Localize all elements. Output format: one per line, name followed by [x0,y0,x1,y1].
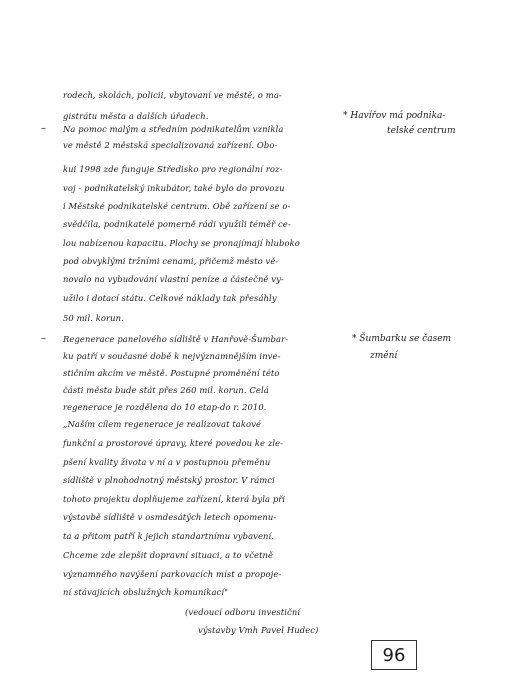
text-line: výstavbě sídliště v osmdesátých letech opomenu- [63,512,277,522]
attribution-line: (vedoucí odboru investiční [185,607,301,617]
text-line: Na pomoc malým a středním podnikatelům vznikla [63,124,284,134]
text-line: lou nabízenou kapacitu. Plochy se pronajímají hluboko [63,238,300,248]
text-line: ve městě 2 městská specializovaná zařízení. Obo- [63,140,278,150]
text-line: Chceme zde zlepšit dopravní situaci, a to včetně [63,550,274,560]
text-line: „Naším cílem regenerace je realizovat takové [63,419,262,429]
text-line: i Městské podnikatelské centrum. Obě zařízení se o- [63,201,291,211]
text-line: kui 1998 zde funguje Středisko pro regionální roz- [63,164,283,174]
text-line: novalo na vybudování vlastní peníze a částečně vy- [63,274,284,284]
text-line: Regenerace panelového sídliště v Hanřově-Šumbar- [63,334,289,344]
text-line: části města bude stát přes 260 mil. korun. Celá [63,385,269,395]
text-line: ní stávajících obslužných komunikací" [63,587,229,597]
margin-note: změní [370,351,398,361]
text-line: voj - podnikatelský inkubátor, také bylo do provozu [63,183,285,193]
text-line: sídliště v plnohodnotný městský prostor. V rámci [63,475,275,485]
text-line: 50 mil. korun. [63,313,124,323]
text-line: gistrátu města a dalších úřadech. [63,111,209,121]
text-line: významného navýšení parkovacích míst a propoje- [63,569,282,579]
page-number: 96 [382,644,406,666]
text-line: pšení kvality života v ní a v postupnou přeměnu [63,457,271,467]
bullet-dash: – [41,123,46,134]
bullet-dash: – [41,333,46,344]
text-line: ku patří v současné době k nejvýznamnějším inve- [63,351,281,361]
margin-note: telské centrum [387,126,456,136]
margin-note: * Havířov má podnika- [343,111,446,121]
text-line: tohoto projektu doplňujeme zařízení, která byla při [63,494,286,504]
text-line: užilo i dotací státu. Celkové náklady tak přesáhly [63,293,277,303]
margin-note: * Šumbarku se časem [352,334,452,344]
text-line: regenerace je rozdělena do 10 etap-do r. 2010. [63,402,267,412]
text-line: rodech, skolách, policii, vbytovaní ve městě, o ma- [63,90,282,100]
text-line: ta a přitom patří k jejich standartnímu vybavení. [63,531,275,541]
text-line: funkční a prostorové úpravy, které povedou ke zle- [63,438,284,448]
attribution-line: výstavby Vmh Pavel Hudec) [198,625,319,635]
text-line: pod obvyklými tržními cenami, přičemž město vě- [63,256,279,266]
text-line: svědčila, podnikatelé pomerně rádi využili téměř ce- [63,219,291,229]
text-line: stičním akcím ve městě. Postupné proměnění této [63,368,280,378]
page-number-box [371,640,417,670]
